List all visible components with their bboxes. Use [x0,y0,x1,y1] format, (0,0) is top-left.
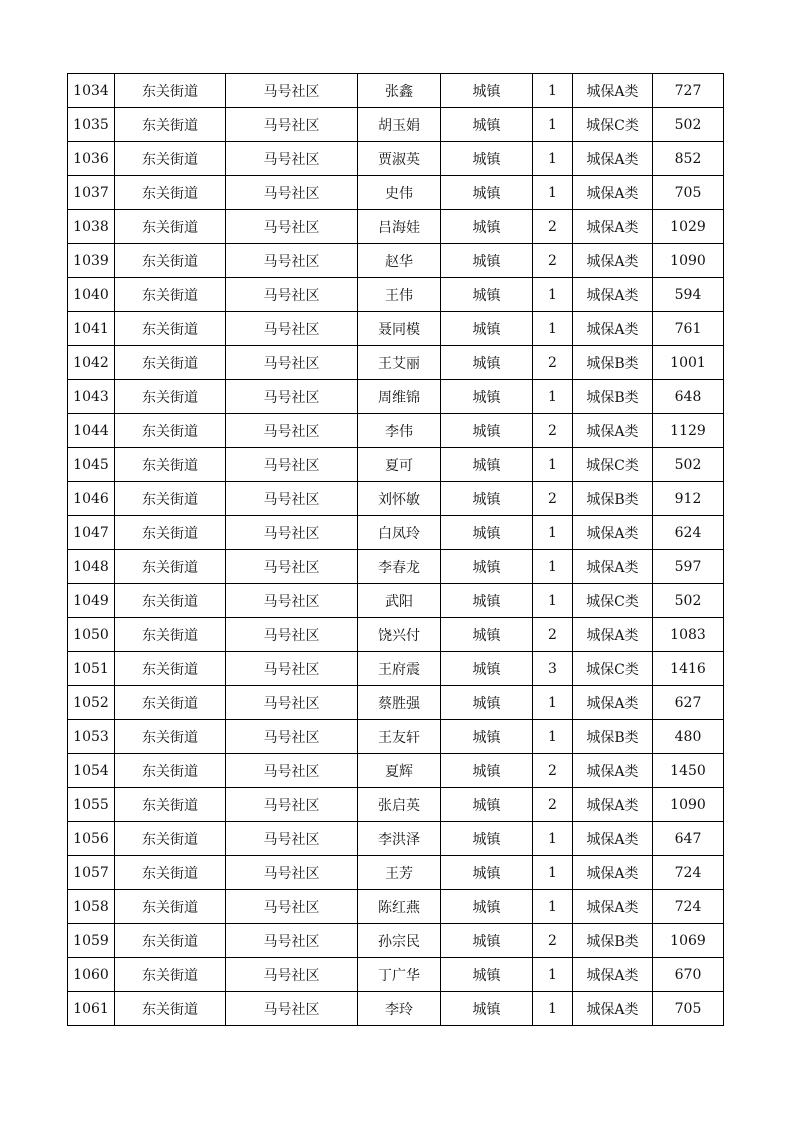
table-row [68,380,724,414]
member-count-cell: 1 [533,958,573,992]
name-cell: 王芳 [358,856,441,890]
community-cell: 马号社区 [226,380,358,414]
table-row [68,822,724,856]
table-row [68,448,724,482]
amount-cell: 624 [653,516,724,550]
name-cell: 刘怀敏 [358,482,441,516]
community-cell: 马号社区 [226,822,358,856]
member-count-cell: 1 [533,312,573,346]
amount-cell: 1450 [653,754,724,788]
name-cell: 周维锦 [358,380,441,414]
household-type-cell: 城镇 [441,924,533,958]
household-type-cell: 城镇 [441,448,533,482]
household-type-cell: 城镇 [441,788,533,822]
member-count-cell: 2 [533,482,573,516]
name-cell: 王艾丽 [358,346,441,380]
household-type-cell: 城镇 [441,584,533,618]
table-row [68,618,724,652]
serial-number-cell: 1045 [68,448,115,482]
table-row [68,312,724,346]
table-row [68,720,724,754]
category-cell: 城保A类 [573,244,653,278]
street-cell: 东关街道 [115,890,226,924]
community-cell: 马号社区 [226,414,358,448]
member-count-cell: 1 [533,856,573,890]
category-cell: 城保C类 [573,584,653,618]
serial-number-cell: 1052 [68,686,115,720]
household-type-cell: 城镇 [441,244,533,278]
member-count-cell: 2 [533,414,573,448]
member-count-cell: 1 [533,448,573,482]
street-cell: 东关街道 [115,108,226,142]
community-cell: 马号社区 [226,618,358,652]
amount-cell: 1090 [653,788,724,822]
household-type-cell: 城镇 [441,210,533,244]
amount-cell: 852 [653,142,724,176]
member-count-cell: 2 [533,754,573,788]
category-cell: 城保A类 [573,958,653,992]
street-cell: 东关街道 [115,516,226,550]
table-row [68,516,724,550]
household-type-cell: 城镇 [441,380,533,414]
member-count-cell: 1 [533,278,573,312]
household-type-cell: 城镇 [441,516,533,550]
category-cell: 城保A类 [573,278,653,312]
amount-cell: 670 [653,958,724,992]
street-cell: 东关街道 [115,992,226,1026]
household-type-cell: 城镇 [441,958,533,992]
community-cell: 马号社区 [226,244,358,278]
table-row [68,108,724,142]
community-cell: 马号社区 [226,924,358,958]
serial-number-cell: 1050 [68,618,115,652]
serial-number-cell: 1046 [68,482,115,516]
member-count-cell: 2 [533,618,573,652]
category-cell: 城保B类 [573,346,653,380]
street-cell: 东关街道 [115,958,226,992]
household-type-cell: 城镇 [441,74,533,108]
category-cell: 城保A类 [573,142,653,176]
name-cell: 饶兴付 [358,618,441,652]
category-cell: 城保A类 [573,788,653,822]
member-count-cell: 1 [533,584,573,618]
serial-number-cell: 1061 [68,992,115,1026]
community-cell: 马号社区 [226,992,358,1026]
category-cell: 城保C类 [573,108,653,142]
table-row [68,754,724,788]
community-cell: 马号社区 [226,142,358,176]
street-cell: 东关街道 [115,720,226,754]
household-type-cell: 城镇 [441,482,533,516]
community-cell: 马号社区 [226,448,358,482]
community-cell: 马号社区 [226,584,358,618]
amount-cell: 761 [653,312,724,346]
street-cell: 东关街道 [115,414,226,448]
name-cell: 聂同模 [358,312,441,346]
household-type-cell: 城镇 [441,652,533,686]
roster-table-body [68,74,724,1026]
table-row [68,346,724,380]
table-row [68,482,724,516]
category-cell: 城保A类 [573,754,653,788]
member-count-cell: 1 [533,516,573,550]
amount-cell: 1001 [653,346,724,380]
name-cell: 李玲 [358,992,441,1026]
street-cell: 东关街道 [115,754,226,788]
member-count-cell: 2 [533,210,573,244]
household-type-cell: 城镇 [441,856,533,890]
household-type-cell: 城镇 [441,108,533,142]
household-type-cell: 城镇 [441,176,533,210]
street-cell: 东关街道 [115,346,226,380]
serial-number-cell: 1038 [68,210,115,244]
name-cell: 贾淑英 [358,142,441,176]
category-cell: 城保A类 [573,890,653,924]
household-type-cell: 城镇 [441,414,533,448]
serial-number-cell: 1049 [68,584,115,618]
category-cell: 城保A类 [573,856,653,890]
name-cell: 张启英 [358,788,441,822]
roster-table [67,73,724,1026]
serial-number-cell: 1037 [68,176,115,210]
amount-cell: 647 [653,822,724,856]
street-cell: 东关街道 [115,686,226,720]
serial-number-cell: 1058 [68,890,115,924]
community-cell: 马号社区 [226,686,358,720]
serial-number-cell: 1034 [68,74,115,108]
household-type-cell: 城镇 [441,754,533,788]
household-type-cell: 城镇 [441,890,533,924]
serial-number-cell: 1043 [68,380,115,414]
street-cell: 东关街道 [115,584,226,618]
name-cell: 李洪泽 [358,822,441,856]
street-cell: 东关街道 [115,74,226,108]
table-row [68,176,724,210]
street-cell: 东关街道 [115,924,226,958]
name-cell: 史伟 [358,176,441,210]
table-row [68,856,724,890]
street-cell: 东关街道 [115,210,226,244]
category-cell: 城保A类 [573,992,653,1026]
member-count-cell: 1 [533,550,573,584]
category-cell: 城保B类 [573,720,653,754]
household-type-cell: 城镇 [441,822,533,856]
category-cell: 城保A类 [573,74,653,108]
community-cell: 马号社区 [226,210,358,244]
street-cell: 东关街道 [115,380,226,414]
amount-cell: 594 [653,278,724,312]
serial-number-cell: 1047 [68,516,115,550]
amount-cell: 1029 [653,210,724,244]
community-cell: 马号社区 [226,346,358,380]
community-cell: 马号社区 [226,652,358,686]
street-cell: 东关街道 [115,312,226,346]
street-cell: 东关街道 [115,550,226,584]
amount-cell: 724 [653,890,724,924]
community-cell: 马号社区 [226,176,358,210]
table-row [68,244,724,278]
member-count-cell: 1 [533,142,573,176]
category-cell: 城保A类 [573,618,653,652]
table-row [68,584,724,618]
community-cell: 马号社区 [226,788,358,822]
household-type-cell: 城镇 [441,142,533,176]
street-cell: 东关街道 [115,176,226,210]
table-row [68,278,724,312]
member-count-cell: 1 [533,74,573,108]
category-cell: 城保B类 [573,924,653,958]
household-type-cell: 城镇 [441,346,533,380]
amount-cell: 502 [653,448,724,482]
member-count-cell: 2 [533,788,573,822]
category-cell: 城保A类 [573,516,653,550]
amount-cell: 1069 [653,924,724,958]
amount-cell: 1129 [653,414,724,448]
name-cell: 蔡胜强 [358,686,441,720]
serial-number-cell: 1060 [68,958,115,992]
serial-number-cell: 1040 [68,278,115,312]
table-row [68,210,724,244]
category-cell: 城保B类 [573,380,653,414]
member-count-cell: 1 [533,176,573,210]
member-count-cell: 1 [533,822,573,856]
name-cell: 王伟 [358,278,441,312]
household-type-cell: 城镇 [441,992,533,1026]
household-type-cell: 城镇 [441,720,533,754]
name-cell: 王友轩 [358,720,441,754]
community-cell: 马号社区 [226,74,358,108]
serial-number-cell: 1036 [68,142,115,176]
household-type-cell: 城镇 [441,312,533,346]
serial-number-cell: 1051 [68,652,115,686]
amount-cell: 1083 [653,618,724,652]
serial-number-cell: 1055 [68,788,115,822]
table-row [68,142,724,176]
serial-number-cell: 1056 [68,822,115,856]
serial-number-cell: 1054 [68,754,115,788]
member-count-cell: 1 [533,890,573,924]
amount-cell: 648 [653,380,724,414]
community-cell: 马号社区 [226,108,358,142]
community-cell: 马号社区 [226,278,358,312]
name-cell: 吕海娃 [358,210,441,244]
name-cell: 夏辉 [358,754,441,788]
amount-cell: 597 [653,550,724,584]
amount-cell: 480 [653,720,724,754]
community-cell: 马号社区 [226,482,358,516]
street-cell: 东关街道 [115,482,226,516]
name-cell: 夏可 [358,448,441,482]
amount-cell: 502 [653,584,724,618]
amount-cell: 1416 [653,652,724,686]
serial-number-cell: 1044 [68,414,115,448]
community-cell: 马号社区 [226,312,358,346]
table-row [68,74,724,108]
table-row [68,958,724,992]
serial-number-cell: 1035 [68,108,115,142]
name-cell: 张鑫 [358,74,441,108]
street-cell: 东关街道 [115,278,226,312]
community-cell: 马号社区 [226,550,358,584]
member-count-cell: 1 [533,720,573,754]
household-type-cell: 城镇 [441,278,533,312]
name-cell: 王府震 [358,652,441,686]
household-type-cell: 城镇 [441,550,533,584]
street-cell: 东关街道 [115,822,226,856]
table-row [68,924,724,958]
category-cell: 城保A类 [573,414,653,448]
name-cell: 李春龙 [358,550,441,584]
member-count-cell: 1 [533,108,573,142]
name-cell: 丁广华 [358,958,441,992]
member-count-cell: 3 [533,652,573,686]
member-count-cell: 2 [533,244,573,278]
street-cell: 东关街道 [115,142,226,176]
community-cell: 马号社区 [226,890,358,924]
table-row [68,890,724,924]
amount-cell: 705 [653,992,724,1026]
serial-number-cell: 1053 [68,720,115,754]
table-row [68,652,724,686]
amount-cell: 502 [653,108,724,142]
name-cell: 白凤玲 [358,516,441,550]
name-cell: 陈红燕 [358,890,441,924]
category-cell: 城保A类 [573,210,653,244]
category-cell: 城保A类 [573,822,653,856]
serial-number-cell: 1059 [68,924,115,958]
member-count-cell: 1 [533,686,573,720]
name-cell: 武阳 [358,584,441,618]
community-cell: 马号社区 [226,720,358,754]
category-cell: 城保B类 [573,482,653,516]
member-count-cell: 1 [533,992,573,1026]
serial-number-cell: 1057 [68,856,115,890]
street-cell: 东关街道 [115,856,226,890]
amount-cell: 727 [653,74,724,108]
table-row [68,550,724,584]
category-cell: 城保A类 [573,176,653,210]
serial-number-cell: 1041 [68,312,115,346]
table-row [68,992,724,1026]
street-cell: 东关街道 [115,652,226,686]
community-cell: 马号社区 [226,856,358,890]
table-row [68,414,724,448]
serial-number-cell: 1039 [68,244,115,278]
amount-cell: 912 [653,482,724,516]
amount-cell: 705 [653,176,724,210]
member-count-cell: 2 [533,924,573,958]
street-cell: 东关街道 [115,448,226,482]
amount-cell: 627 [653,686,724,720]
street-cell: 东关街道 [115,618,226,652]
name-cell: 李伟 [358,414,441,448]
table-row [68,686,724,720]
amount-cell: 724 [653,856,724,890]
community-cell: 马号社区 [226,516,358,550]
name-cell: 孙宗民 [358,924,441,958]
member-count-cell: 2 [533,346,573,380]
serial-number-cell: 1042 [68,346,115,380]
category-cell: 城保C类 [573,448,653,482]
community-cell: 马号社区 [226,958,358,992]
category-cell: 城保A类 [573,686,653,720]
community-cell: 马号社区 [226,754,358,788]
member-count-cell: 1 [533,380,573,414]
category-cell: 城保A类 [573,312,653,346]
name-cell: 胡玉娟 [358,108,441,142]
category-cell: 城保A类 [573,550,653,584]
serial-number-cell: 1048 [68,550,115,584]
street-cell: 东关街道 [115,788,226,822]
amount-cell: 1090 [653,244,724,278]
household-type-cell: 城镇 [441,618,533,652]
street-cell: 东关街道 [115,244,226,278]
table-row [68,788,724,822]
household-type-cell: 城镇 [441,686,533,720]
category-cell: 城保C类 [573,652,653,686]
name-cell: 赵华 [358,244,441,278]
